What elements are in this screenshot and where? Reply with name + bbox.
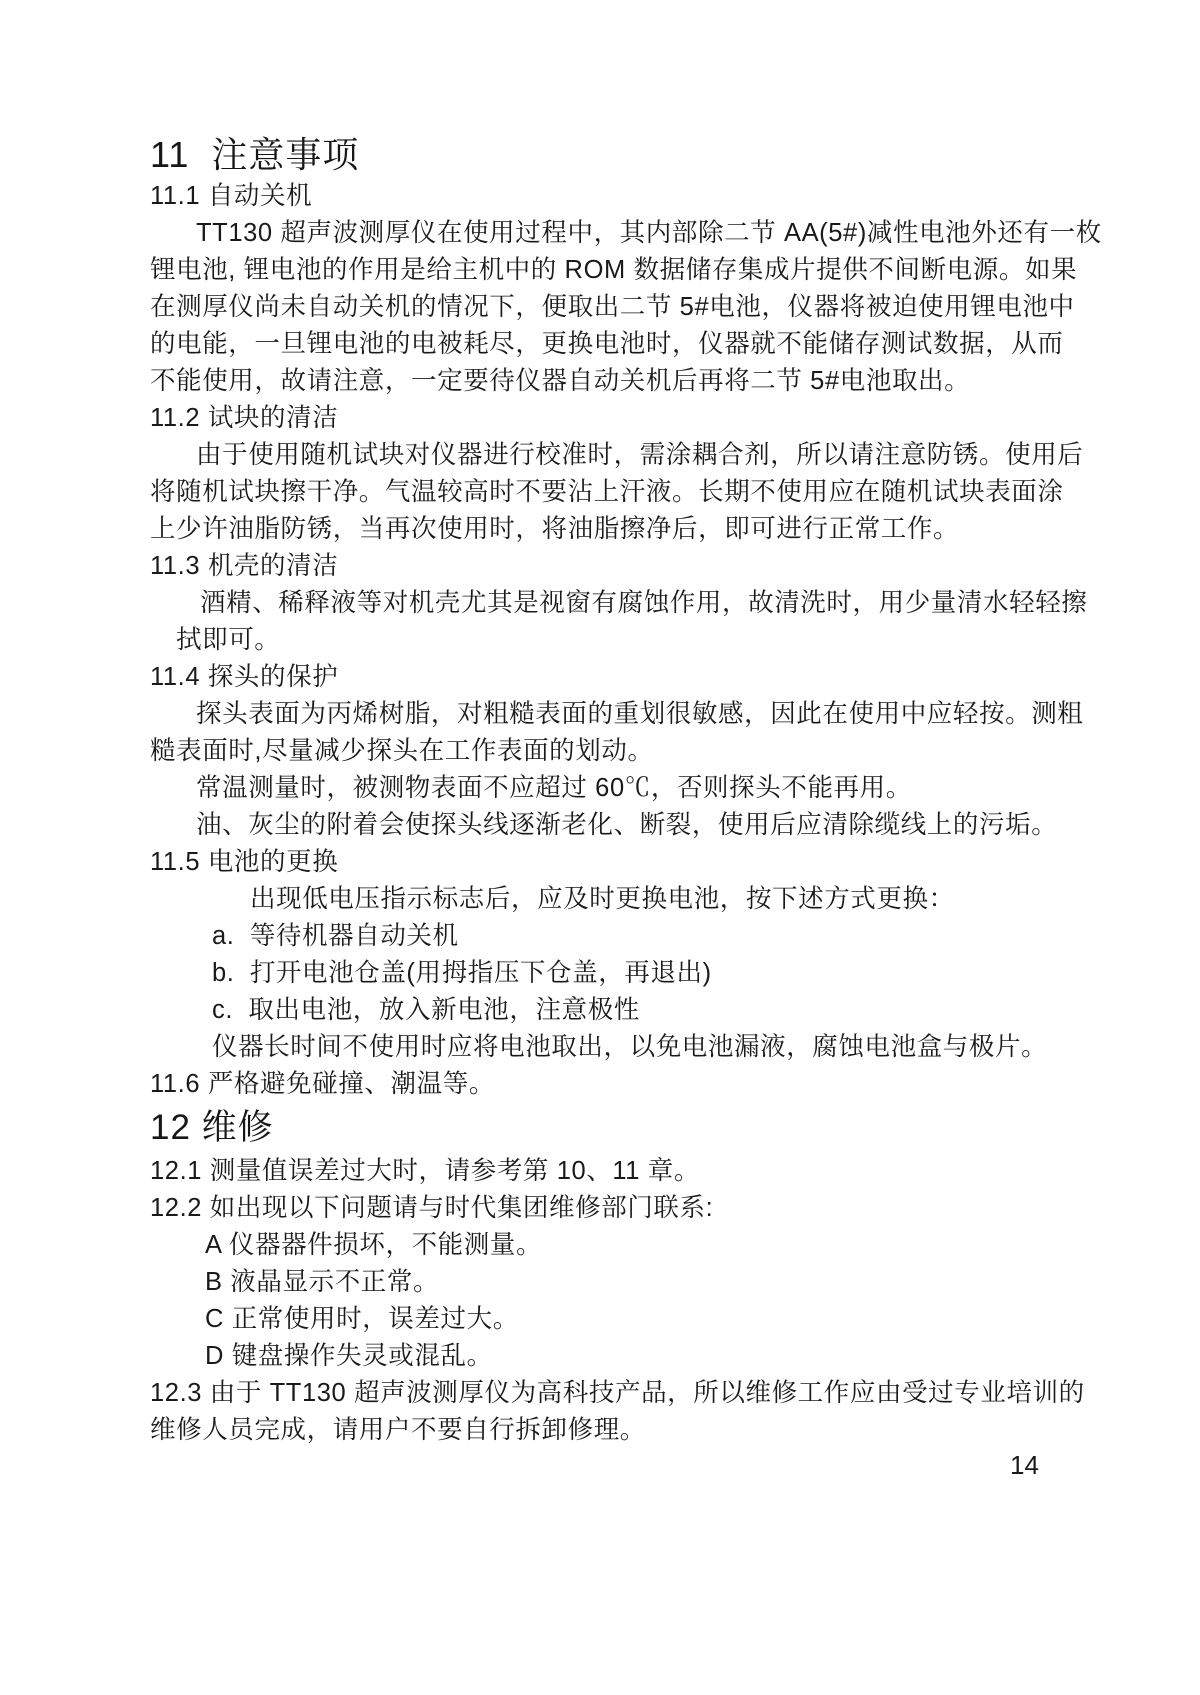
text-line: 锂电池, 锂电池的作用是给主机中的 ROM 数据储存集成片提供不间断电源。如果: [150, 256, 1078, 284]
text-line: 上少许油脂防锈，当再次使用时，将油脂擦净后，即可进行正常工作。: [150, 515, 960, 543]
page-number: 14: [1010, 1450, 1039, 1480]
text-line: 仪器长时间不使用时应将电池取出，以免电池漏液，腐蚀电池盒与极片。: [212, 1033, 1048, 1061]
text-line: 不能使用，故请注意，一定要待仪器自动关机后再将二节 5#电池取出。: [150, 367, 971, 395]
text-line: 油、灰尘的附着会使探头线逐渐老化、断裂，使用后应清除缆线上的污垢。: [196, 811, 1058, 839]
text-line: 维修人员完成，请用户不要自行拆卸修理。: [150, 1416, 646, 1444]
text-line: 糙表面时,尽量减少探头在工作表面的划动。: [150, 737, 654, 765]
document-body: [150, 132, 1102, 1449]
subsection-line: 12.1 测量值误差过大时，请参考第 10、11 章。: [150, 1157, 700, 1185]
text-line: B 液晶显示不正常。: [205, 1268, 440, 1296]
text-line: 的电能，一旦锂电池的电被耗尽，更换电池时，仪器就不能储存测试数据，从而: [150, 330, 1064, 358]
subsection-line: 11.2 试块的清洁: [150, 404, 339, 432]
subsection-line: 11.4 探头的保护: [150, 663, 339, 691]
text-line: 酒精、稀释液等对机壳尤其是视窗有腐蚀作用，故清洗时，用少量清水轻轻擦: [200, 589, 1088, 617]
subsection-line: 11.3 机壳的清洁: [150, 552, 339, 580]
text-line: 由于使用随机试块对仪器进行校准时，需涂耦合剂，所以请注意防锈。使用后: [196, 441, 1084, 469]
text-line: D 键盘操作失灵或混乱。: [205, 1342, 493, 1370]
subsection-line: 12.2 如出现以下问题请与时代集团维修部门联系:: [150, 1194, 714, 1222]
text-line: A 仪器器件损坏，不能测量。: [205, 1231, 543, 1259]
text-line: 探头表面为丙烯树脂，对粗糙表面的重划很敏感，因此在使用中应轻按。测粗: [196, 700, 1084, 728]
text-line: 出现低电压指示标志后，应及时更换电池，按下述方式更换：: [250, 885, 955, 913]
section-heading: 11 注意事项: [150, 134, 360, 175]
text-line: c. 取出电池，放入新电池，注意极性: [212, 996, 640, 1024]
subsection-line: 11.5 电池的更换: [150, 848, 339, 876]
text-line: a. 等待机器自动关机: [212, 922, 459, 950]
text-line: C 正常使用时，误差过大。: [205, 1305, 519, 1333]
text-line: 拭即可。: [176, 626, 281, 654]
text-line: TT130 超声波测厚仪在使用过程中，其内部除二节 AA(5#)减性电池外还有一枚: [196, 219, 1102, 247]
text-line: 12.3 由于 TT130 超声波测厚仪为高科技产品，所以维修工作应由受过专业培训的: [150, 1379, 1085, 1407]
text-line: 常温测量时，被测物表面不应超过 60℃，否则探头不能再用。: [196, 774, 912, 802]
section-heading: 12 维修: [150, 1108, 274, 1147]
subsection-line: 11.6 严格避免碰撞、潮温等。: [150, 1070, 495, 1098]
text-line: b. 打开电池仓盖(用拇指压下仓盖，再退出): [212, 959, 712, 987]
text-line: 在测厚仪尚未自动关机的情况下，便取出二节 5#电池，仪器将被迫使用锂电池中: [150, 293, 1075, 321]
subsection-line: 11.1 自动关机: [150, 182, 313, 210]
text-line: 将随机试块擦干净。气温较高时不要沾上汗液。长期不使用应在随机试块表面涂: [150, 478, 1064, 506]
